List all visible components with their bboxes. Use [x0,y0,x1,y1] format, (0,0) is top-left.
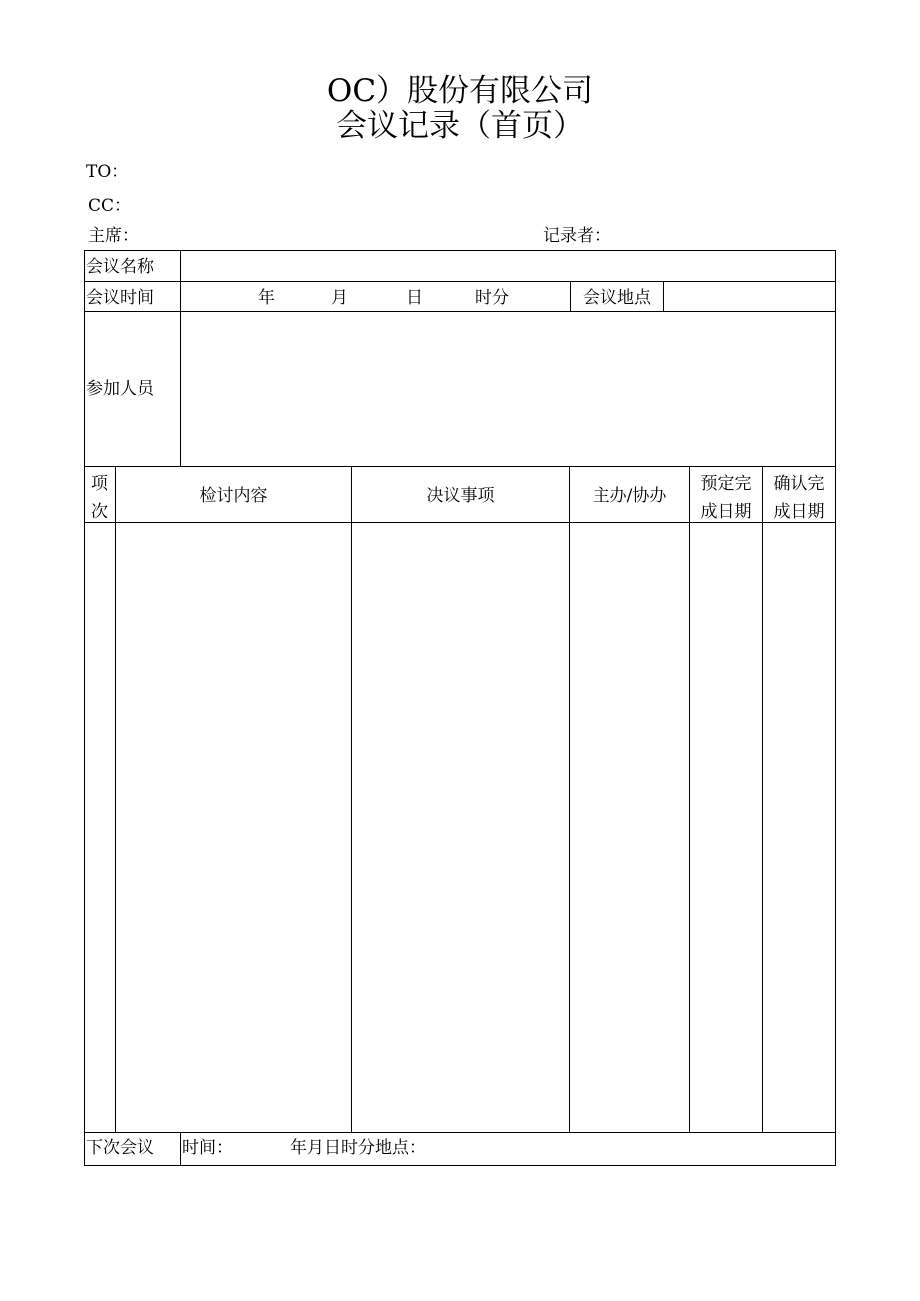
to-field-label: TO： [86,162,129,182]
resolution-header: 决议事项 [426,486,495,506]
place-label-divider-left [570,281,571,311]
table-border-bottom [84,1165,836,1166]
meeting-place-value[interactable] [665,283,834,310]
recorder-field-label: 记录者： [543,226,611,246]
place-label-divider-right [663,281,664,311]
meeting-place-label: 会议地点 [583,288,651,308]
company-name: OC）股份有限公司 [326,73,594,109]
review-content-column[interactable] [116,523,351,1132]
table-border-top [84,250,836,251]
planned-date-header-line2: 成日期 [700,502,752,522]
planned-date-column[interactable] [690,523,762,1132]
meeting-time-label: 会议时间 [86,288,154,308]
item-header-line1: 项 [91,474,108,494]
next-meeting-label: 下次会议 [86,1138,154,1158]
attendees-label: 参加人员 [86,379,154,399]
confirmed-date-header-line2: 成日期 [773,502,825,522]
meeting-name-value[interactable] [182,252,834,280]
item-number-column[interactable] [85,523,115,1132]
attendees-value[interactable] [182,313,834,465]
confirmed-date-column[interactable] [763,523,835,1132]
table-rule [84,311,836,312]
month-label: 月 [331,288,348,308]
meeting-name-label: 会议名称 [86,257,154,277]
label-column-divider [180,250,181,466]
cc-field-label: CC： [88,196,132,216]
planned-date-header-line1: 预定完 [700,474,752,494]
chair-field-label: 主席： [88,226,139,246]
year-label: 年 [258,288,275,308]
hour-minute-label: 时分 [475,288,509,308]
item-header-line2: 次 [91,502,108,522]
footer-divider [180,1132,181,1165]
page-title: 会议记录（首页） [336,108,584,144]
table-border-right [835,250,836,1166]
owner-column[interactable] [570,523,689,1132]
owner-header: 主办/协办 [592,486,667,506]
resolution-column[interactable] [352,523,569,1132]
day-label: 日 [406,288,423,308]
table-rule [84,1132,836,1133]
table-rule [84,466,836,467]
table-rule [84,281,836,282]
next-meeting-date-place-label: 年月日时分地点： [290,1138,426,1158]
next-meeting-time-label: 时间： [182,1138,233,1158]
review-content-header: 检讨内容 [199,486,268,506]
confirmed-date-header-line1: 确认完 [773,474,825,494]
